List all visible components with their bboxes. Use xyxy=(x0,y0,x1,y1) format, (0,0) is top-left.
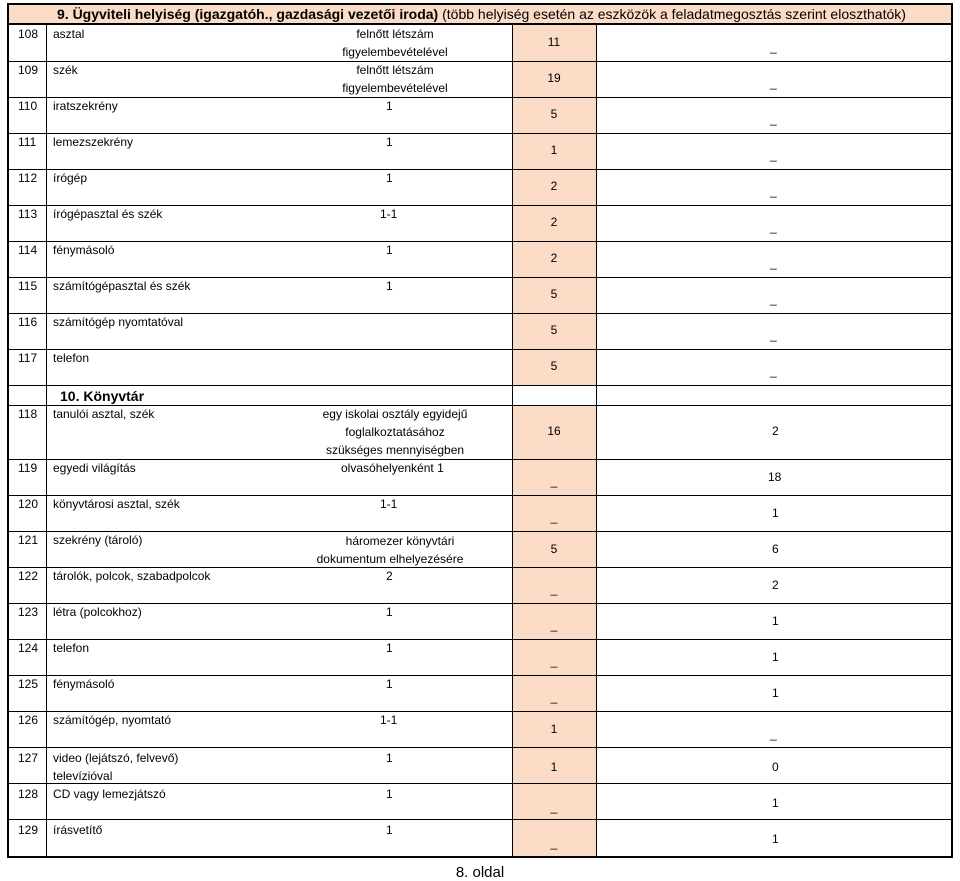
col-divider-1 xyxy=(46,25,47,856)
row-divider xyxy=(9,459,951,460)
qty-b: _ xyxy=(770,727,777,741)
qty-value: 19 xyxy=(547,71,561,85)
row-number: 113 xyxy=(18,207,38,221)
row-divider xyxy=(9,495,951,496)
extra-value: _ xyxy=(770,112,777,126)
row-number: 126 xyxy=(18,713,39,727)
item-note: 1 xyxy=(386,823,393,837)
qty-value: 5 xyxy=(550,107,558,121)
item-name: könyvtárosi asztal, szék xyxy=(53,497,180,511)
row-number: 110 xyxy=(18,99,38,113)
row-number: 116 xyxy=(18,315,38,329)
row-divider xyxy=(9,349,951,350)
item-name: telefon xyxy=(53,641,90,655)
qty-b: 2 xyxy=(772,424,779,438)
extra-value: _ xyxy=(770,292,777,306)
item-name: számítógépasztal és szék xyxy=(53,279,191,293)
item-note: háromezer könyvtári xyxy=(345,534,455,548)
qty-value: 11 xyxy=(547,35,561,49)
item-note: 1 xyxy=(386,751,393,765)
item-note: olvasóhelyenként 1 xyxy=(341,461,444,475)
item-name: CD vagy lemezjátszó xyxy=(53,787,166,801)
qty-b: 1 xyxy=(772,650,779,664)
item-note: 1 xyxy=(386,279,393,293)
row-number: 111 xyxy=(18,135,37,149)
row-divider xyxy=(9,819,951,820)
item-note: 1 xyxy=(386,677,393,691)
item-name: iratszekrény xyxy=(53,99,118,113)
qty-value: 5 xyxy=(550,359,558,373)
qty-value: 2 xyxy=(550,215,558,229)
section9-header xyxy=(7,3,953,25)
item-name: számítógép nyomtatóval xyxy=(53,315,184,329)
qty-a: _ xyxy=(550,510,558,524)
row-number: 120 xyxy=(18,497,39,511)
item-note: foglalkoztatásához xyxy=(345,425,445,439)
row-divider xyxy=(9,169,951,170)
qty-value: 2 xyxy=(550,179,558,193)
qty-a: _ xyxy=(550,690,558,704)
item-note: felnőtt létszám xyxy=(356,27,434,41)
row-number: 125 xyxy=(18,677,39,691)
row-divider xyxy=(9,277,951,278)
item-name: egyedi világítás xyxy=(53,461,136,475)
item-name: tanulói asztal, szék xyxy=(53,407,155,421)
section9-title: 9. Ügyviteli helyiség (igazgatóh., gazdasági vezetői iroda) xyxy=(57,6,439,22)
qty-b: 1 xyxy=(772,614,779,628)
item-name: video (lejátszó, felvevő) xyxy=(53,751,179,765)
row-divider xyxy=(9,639,951,640)
row-number: 128 xyxy=(18,787,39,801)
qty-a: _ xyxy=(550,654,558,668)
item-note: 1-1 xyxy=(380,497,398,511)
qty-b: 0 xyxy=(772,760,779,774)
item-name: írógép xyxy=(53,171,88,185)
extra-value: _ xyxy=(770,364,777,378)
item-note: figyelembevételével xyxy=(342,81,448,95)
extra-value: _ xyxy=(770,76,777,90)
row-divider xyxy=(9,133,951,134)
col-divider-3 xyxy=(596,25,597,856)
row-number: 124 xyxy=(18,641,39,655)
item-name: fénymásoló xyxy=(53,677,115,691)
item-note: 1-1 xyxy=(380,207,398,221)
extra-value: _ xyxy=(770,184,777,198)
item-name: fénymásoló xyxy=(53,243,115,257)
item-name: lemezszekrény xyxy=(53,135,134,149)
item-name: létra (polcokhoz) xyxy=(53,605,142,619)
row-divider xyxy=(9,711,951,712)
qty-b: 6 xyxy=(772,542,779,556)
item-name: írásvetítő xyxy=(53,823,103,837)
row-number: 121 xyxy=(18,533,39,547)
extra-value: _ xyxy=(770,40,777,54)
item-note: 1 xyxy=(386,171,393,185)
item-note: 1 xyxy=(386,243,393,257)
item-note: 2 xyxy=(386,569,393,583)
row-divider xyxy=(9,783,951,784)
row-number: 114 xyxy=(18,243,38,257)
item-note: szükséges mennyiségben xyxy=(325,443,465,457)
qty-b: 1 xyxy=(772,506,779,520)
row-number: 122 xyxy=(18,569,39,583)
row-number: 108 xyxy=(18,27,39,41)
item-note: figyelembevételével xyxy=(342,45,448,59)
row-divider xyxy=(9,675,951,676)
item-note: egy iskolai osztály egyidejű xyxy=(322,407,468,421)
row-number: 118 xyxy=(18,407,38,421)
qty-b: 1 xyxy=(772,686,779,700)
row-divider xyxy=(9,747,951,748)
item-name: szekrény (tároló) xyxy=(53,533,143,547)
qty-b: 1 xyxy=(772,832,779,846)
item-note: 1 xyxy=(386,135,393,149)
row-number: 123 xyxy=(18,605,39,619)
item-note: 1 xyxy=(386,641,393,655)
section9-subtitle: (több helyiség esetén az eszközök a feladatmegosztás szerint eloszthatók) xyxy=(438,6,906,22)
qty-a: _ xyxy=(550,582,558,596)
qty-value: 5 xyxy=(550,323,558,337)
item-name: asztal xyxy=(53,27,85,41)
item-note: 1 xyxy=(386,99,393,113)
extra-value: _ xyxy=(770,220,777,234)
row-number: 129 xyxy=(18,823,39,837)
row-number: 109 xyxy=(18,63,39,77)
item-note: dokumentum elhelyezésére xyxy=(316,552,464,566)
row-number: 117 xyxy=(18,351,38,365)
row-divider xyxy=(9,205,951,206)
row-divider xyxy=(9,603,951,604)
row-divider xyxy=(9,61,951,62)
row-number: 119 xyxy=(18,461,38,475)
page-number: 8. oldal xyxy=(455,864,505,881)
item-name: írógépasztal és szék xyxy=(53,207,163,221)
qty-a: 1 xyxy=(550,760,558,774)
section10-title: 10. Könyvtár xyxy=(60,388,145,404)
item-name: tárolók, polcok, szabadpolcok xyxy=(53,569,211,583)
item-note: felnőtt létszám xyxy=(356,63,434,77)
qty-a: _ xyxy=(550,836,558,850)
qty-b: 1 xyxy=(772,796,779,810)
row-divider xyxy=(9,405,951,406)
qty-b: 2 xyxy=(772,578,779,592)
row-divider xyxy=(9,97,951,98)
item-note: 1-1 xyxy=(380,713,398,727)
qty-a: _ xyxy=(550,618,558,632)
qty-a: 5 xyxy=(550,542,558,556)
row-number: 115 xyxy=(18,279,38,293)
row-divider xyxy=(9,567,951,568)
row-divider xyxy=(9,531,951,532)
row-number: 127 xyxy=(18,751,39,765)
item-name-cont: televízióval xyxy=(53,769,113,783)
item-name: szék xyxy=(53,63,78,77)
qty-a: 16 xyxy=(547,424,561,438)
extra-value: _ xyxy=(770,148,777,162)
qty-a: 1 xyxy=(550,722,558,736)
extra-value: _ xyxy=(770,328,777,342)
qty-value: 1 xyxy=(550,143,558,157)
qty-a: _ xyxy=(550,474,558,488)
row-divider xyxy=(9,241,951,242)
row-number: 112 xyxy=(18,171,38,185)
qty-a: _ xyxy=(550,800,558,814)
item-note: 1 xyxy=(386,605,393,619)
item-name: telefon xyxy=(53,351,90,365)
item-name: számítógép, nyomtató xyxy=(53,713,172,727)
row-divider xyxy=(9,313,951,314)
qty-b: 18 xyxy=(768,470,782,484)
extra-value: _ xyxy=(770,256,777,270)
row-divider xyxy=(9,385,951,386)
qty-value: 2 xyxy=(550,251,558,265)
qty-value: 5 xyxy=(550,287,558,301)
item-note: 1 xyxy=(386,787,393,801)
